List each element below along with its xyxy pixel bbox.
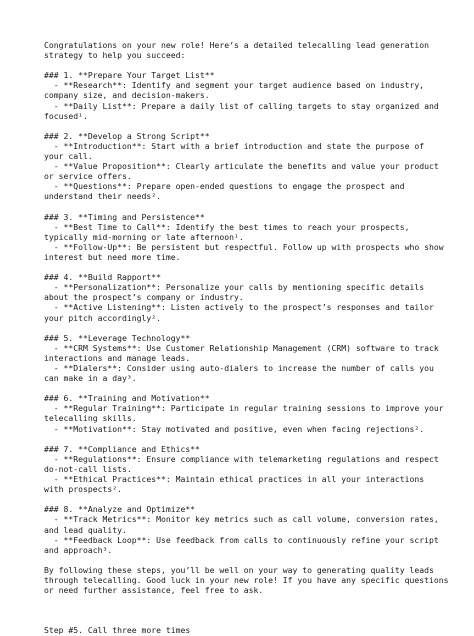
section-8-heading: ### 8. **Analyze and Optimize** <box>44 504 196 515</box>
section-8-item-track-metrics: - **Track Metrics**: Monitor key metrics such as call volume, conversion rates, and lead quality. <box>44 514 439 535</box>
section-8-item-feedback-loop: - **Feedback Loop**: Use feedback from calls to continuously refine your script and approach³. <box>44 534 439 555</box>
intro-paragraph: Congratulations on your new role! Here’s a detailed telecalling lead generation strategy to help you succeed: <box>44 40 429 61</box>
section-5-heading: ### 5. **Leverage Technology** <box>44 332 191 343</box>
footer-note: Step #5. Call three more times <box>44 625 191 636</box>
section-3-item-best-time: - **Best Time to Call**: Identify the best times to reach your prospects, typically mid-morning or late afternoon¹. <box>44 221 410 242</box>
section-2-item-value-proposition: - **Value Proposition**: Clearly articulate the benefits and value your product or service offers. <box>44 161 439 182</box>
section-3-heading: ### 3. **Timing and Persistence** <box>44 211 205 222</box>
section-4-item-personalization: - **Personalization**: Personalize your calls by mentioning specific details about the prospect’s company or industry. <box>44 282 425 303</box>
section-4-heading: ### 4. **Build Rapport** <box>44 272 161 283</box>
section-2-item-questions: - **Questions**: Prepare open-ended questions to engage the prospect and understand their needs². <box>44 181 405 202</box>
section-7-heading: ### 7. **Compliance and Ethics** <box>44 443 200 454</box>
section-1-item-daily-list: - **Daily List**: Prepare a daily list of calling targets to stay organized and focused¹. <box>44 100 439 121</box>
section-3-item-follow-up: - **Follow-Up**: Be persistent but respectful. Follow up with prospects who show interest but need more time. <box>44 241 444 262</box>
section-2-heading: ### 2. **Develop a Strong Script** <box>44 130 210 141</box>
section-5-item-dialers: - **Dialers**: Consider using auto-dialers to increase the number of calls you can make in a day³. <box>44 363 434 384</box>
section-6-item-regular-training: - **Regular Training**: Participate in regular training sessions to improve your telecalling skills. <box>44 403 444 424</box>
section-2-item-introduction: - **Introduction**: Start with a brief introduction and state the purpose of your call. <box>44 140 425 162</box>
section-1-item-research: - **Research**: Identify and segment your target audience based on industry, company size, and decision-makers. <box>44 80 425 101</box>
section-4-item-active-listening: - **Active Listening**: Listen actively to the prospect’s responses and tailor your pitch accordingly². <box>44 302 434 323</box>
section-1-heading: ### 1. **Prepare Your Target List** <box>44 70 215 81</box>
closing-paragraph: By following these steps, you’ll be well on your way to generating quality leads through telecalling. Good luck in your new role! If you have any specific questions or need further assistance, feel free to ask. <box>44 564 449 596</box>
section-7-item-ethical-practices: - **Ethical Practices**: Maintain ethical practices in all your interactions with prospects². <box>44 474 425 495</box>
section-6-item-motivation: - **Motivation**: Stay motivated and positive, even when facing rejections². <box>44 423 425 434</box>
section-5-item-crm-systems: - **CRM Systems**: Use Customer Relationship Management (CRM) software to track interactions and manage leads. <box>44 342 439 363</box>
section-6-heading: ### 6. **Training and Motivation** <box>44 393 210 404</box>
section-7-item-regulations: - **Regulations**: Ensure compliance with telemarketing regulations and respect do-not-call lists. <box>44 453 439 474</box>
